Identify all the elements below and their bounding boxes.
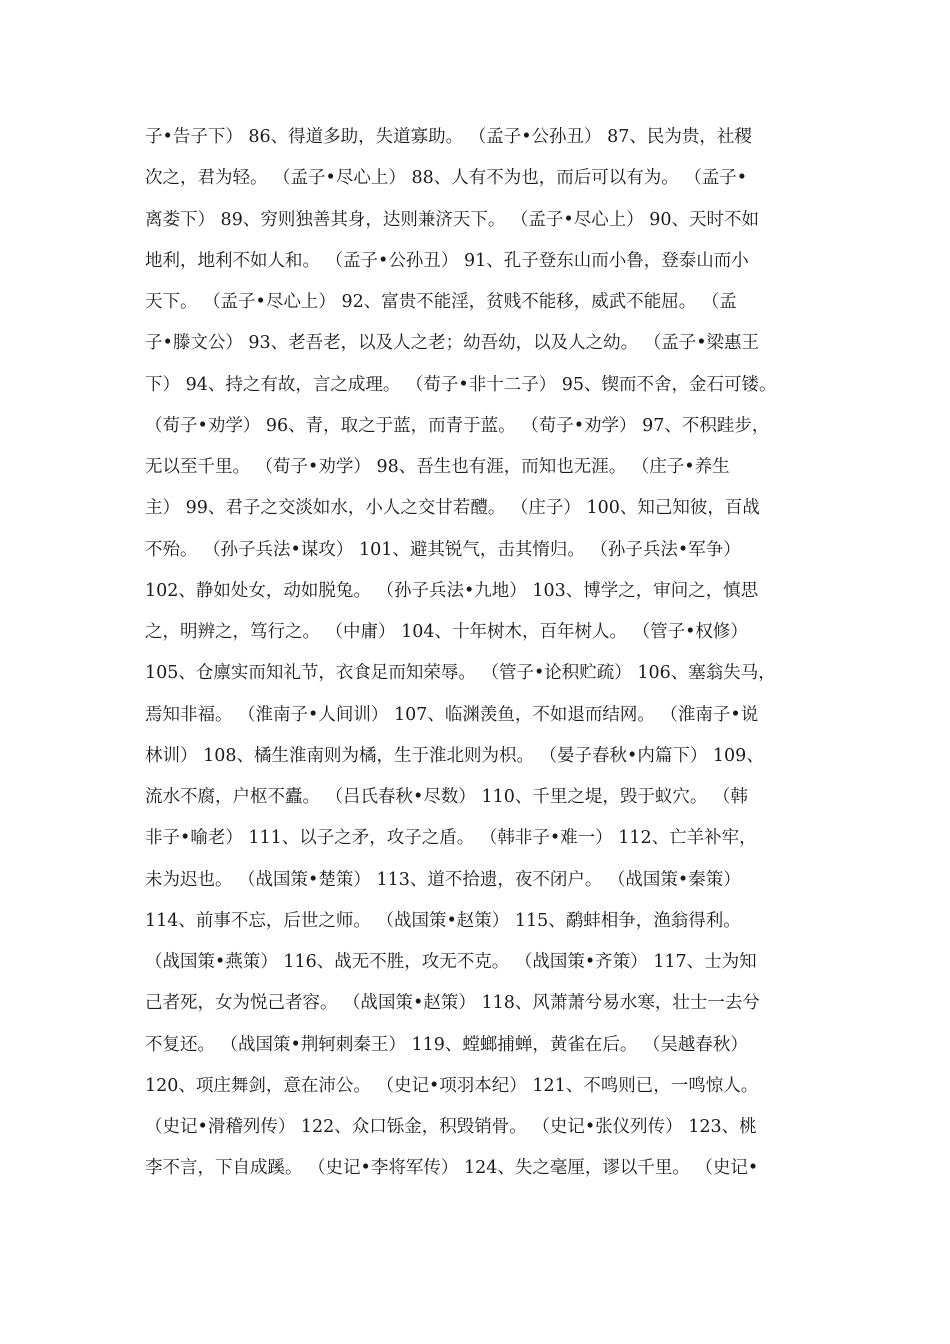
text-line: 非子•喻老） 111、以子之矛，攻子之盾。 （韩非子•难一） 112、亡羊补牢，: [145, 828, 757, 849]
text-line: 无以至千里。 （荀子•劝学） 98、吾生也有涯，而知也无涯。 （庄子•养生: [145, 457, 730, 477]
text-line: 流水不腐，户枢不蠹。 （吕氏春秋•尽数） 110、千里之堤，毁于蚁穴。 （韩: [145, 787, 748, 807]
text-line: 次之，君为轻。 （孟子•尽心上） 88、人有不为也，而后可以有为。 （孟子•: [145, 168, 748, 189]
text-line: 子•滕文公） 93、老吾老，以及人之老；幼吾幼，以及人之幼。 （孟子•梁惠王: [145, 333, 760, 354]
text-line: 天下。 （孟子•尽心上） 92、富贵不能淫，贫贱不能移，威武不能屈。 （孟: [145, 292, 737, 312]
text-line: （战国策•燕策） 116、战无不胜，攻无不克。 （战国策•齐策） 117、士为知: [145, 952, 757, 972]
text-line: 离娄下） 89、穷则独善其身，达则兼济天下。 （孟子•尽心上） 90、天时不如: [145, 209, 760, 230]
text-line: 焉知非福。 （淮南子•人间训） 107、临渊羡鱼，不如退而结网。 （淮南子•说: [145, 704, 759, 725]
text-line: 林训） 108、橘生淮南则为橘，生于淮北则为枳。 （晏子春秋•内篇下） 109、: [145, 745, 764, 766]
text-line: （史记•滑稽列传） 122、众口铄金，积毁销骨。 （史记•张仪列传） 123、桃: [145, 1117, 757, 1137]
text-line: 子•告子下） 86、得道多助，失道寡助。 （孟子•公孙丑） 87、民为贵，社稷: [145, 127, 752, 147]
text-line: 114、前事不忘，后世之师。 （战国策•赵策） 115、鹬蚌相争，渔翁得利。: [145, 910, 741, 931]
text-line: 主） 99、君子之交淡如水，小人之交甘若醴。 （庄子） 100、知己知彼，百战: [145, 498, 760, 519]
text-line: 李不言，下自成蹊。 （史记•李将军传） 124、失之毫厘，谬以千里。 （史记•: [145, 1158, 759, 1179]
text-line: 不殆。 （孙子兵法•谋攻） 101、避其锐气，击其惰归。 （孙子兵法•军争）: [145, 539, 741, 560]
text-line: 下） 94、持之有故，言之成理。 （荀子•非十二子） 95、锲而不舍，金石可镂。: [145, 374, 777, 395]
text-line: 未为迟也。 （战国策•楚策） 113、道不拾遗，夜不闭户。 （战国策•秦策）: [145, 869, 741, 890]
body-text: [145, 117, 825, 1190]
text-line: 102、静如处女，动如脱兔。 （孙子兵法•九地） 103、博学之，审问之，慎思: [145, 580, 759, 601]
text-line: 地利，地利不如人和。 （孟子•公孙丑） 91、孔子登东山而小鲁，登泰山而小: [145, 250, 749, 271]
text-line: （荀子•劝学） 96、青，取之于蓝，而青于蓝。 （荀子•劝学） 97、不积跬步，: [145, 415, 770, 436]
text-line: 不复还。 （战国策•荆轲刺秦王） 119、螳螂捕蝉，黄雀在后。 （吴越春秋）: [145, 1034, 748, 1055]
text-line: 之，明辨之，笃行之。 （中庸） 104、十年树木，百年树人。 （管子•权修）: [145, 622, 748, 642]
text-line: 120、项庄舞剑，意在沛公。 （史记•项羽本纪） 121、不鸣则已，一鸣惊人。: [145, 1075, 759, 1096]
text-line: 105、仓廪实而知礼节，衣食足而知荣辱。 （管子•论积贮疏） 106、塞翁失马，: [145, 663, 776, 684]
text-line: 己者死，女为悦己者容。 （战国策•赵策） 118、风萧萧兮易水寒，壮士一去兮: [145, 993, 760, 1014]
